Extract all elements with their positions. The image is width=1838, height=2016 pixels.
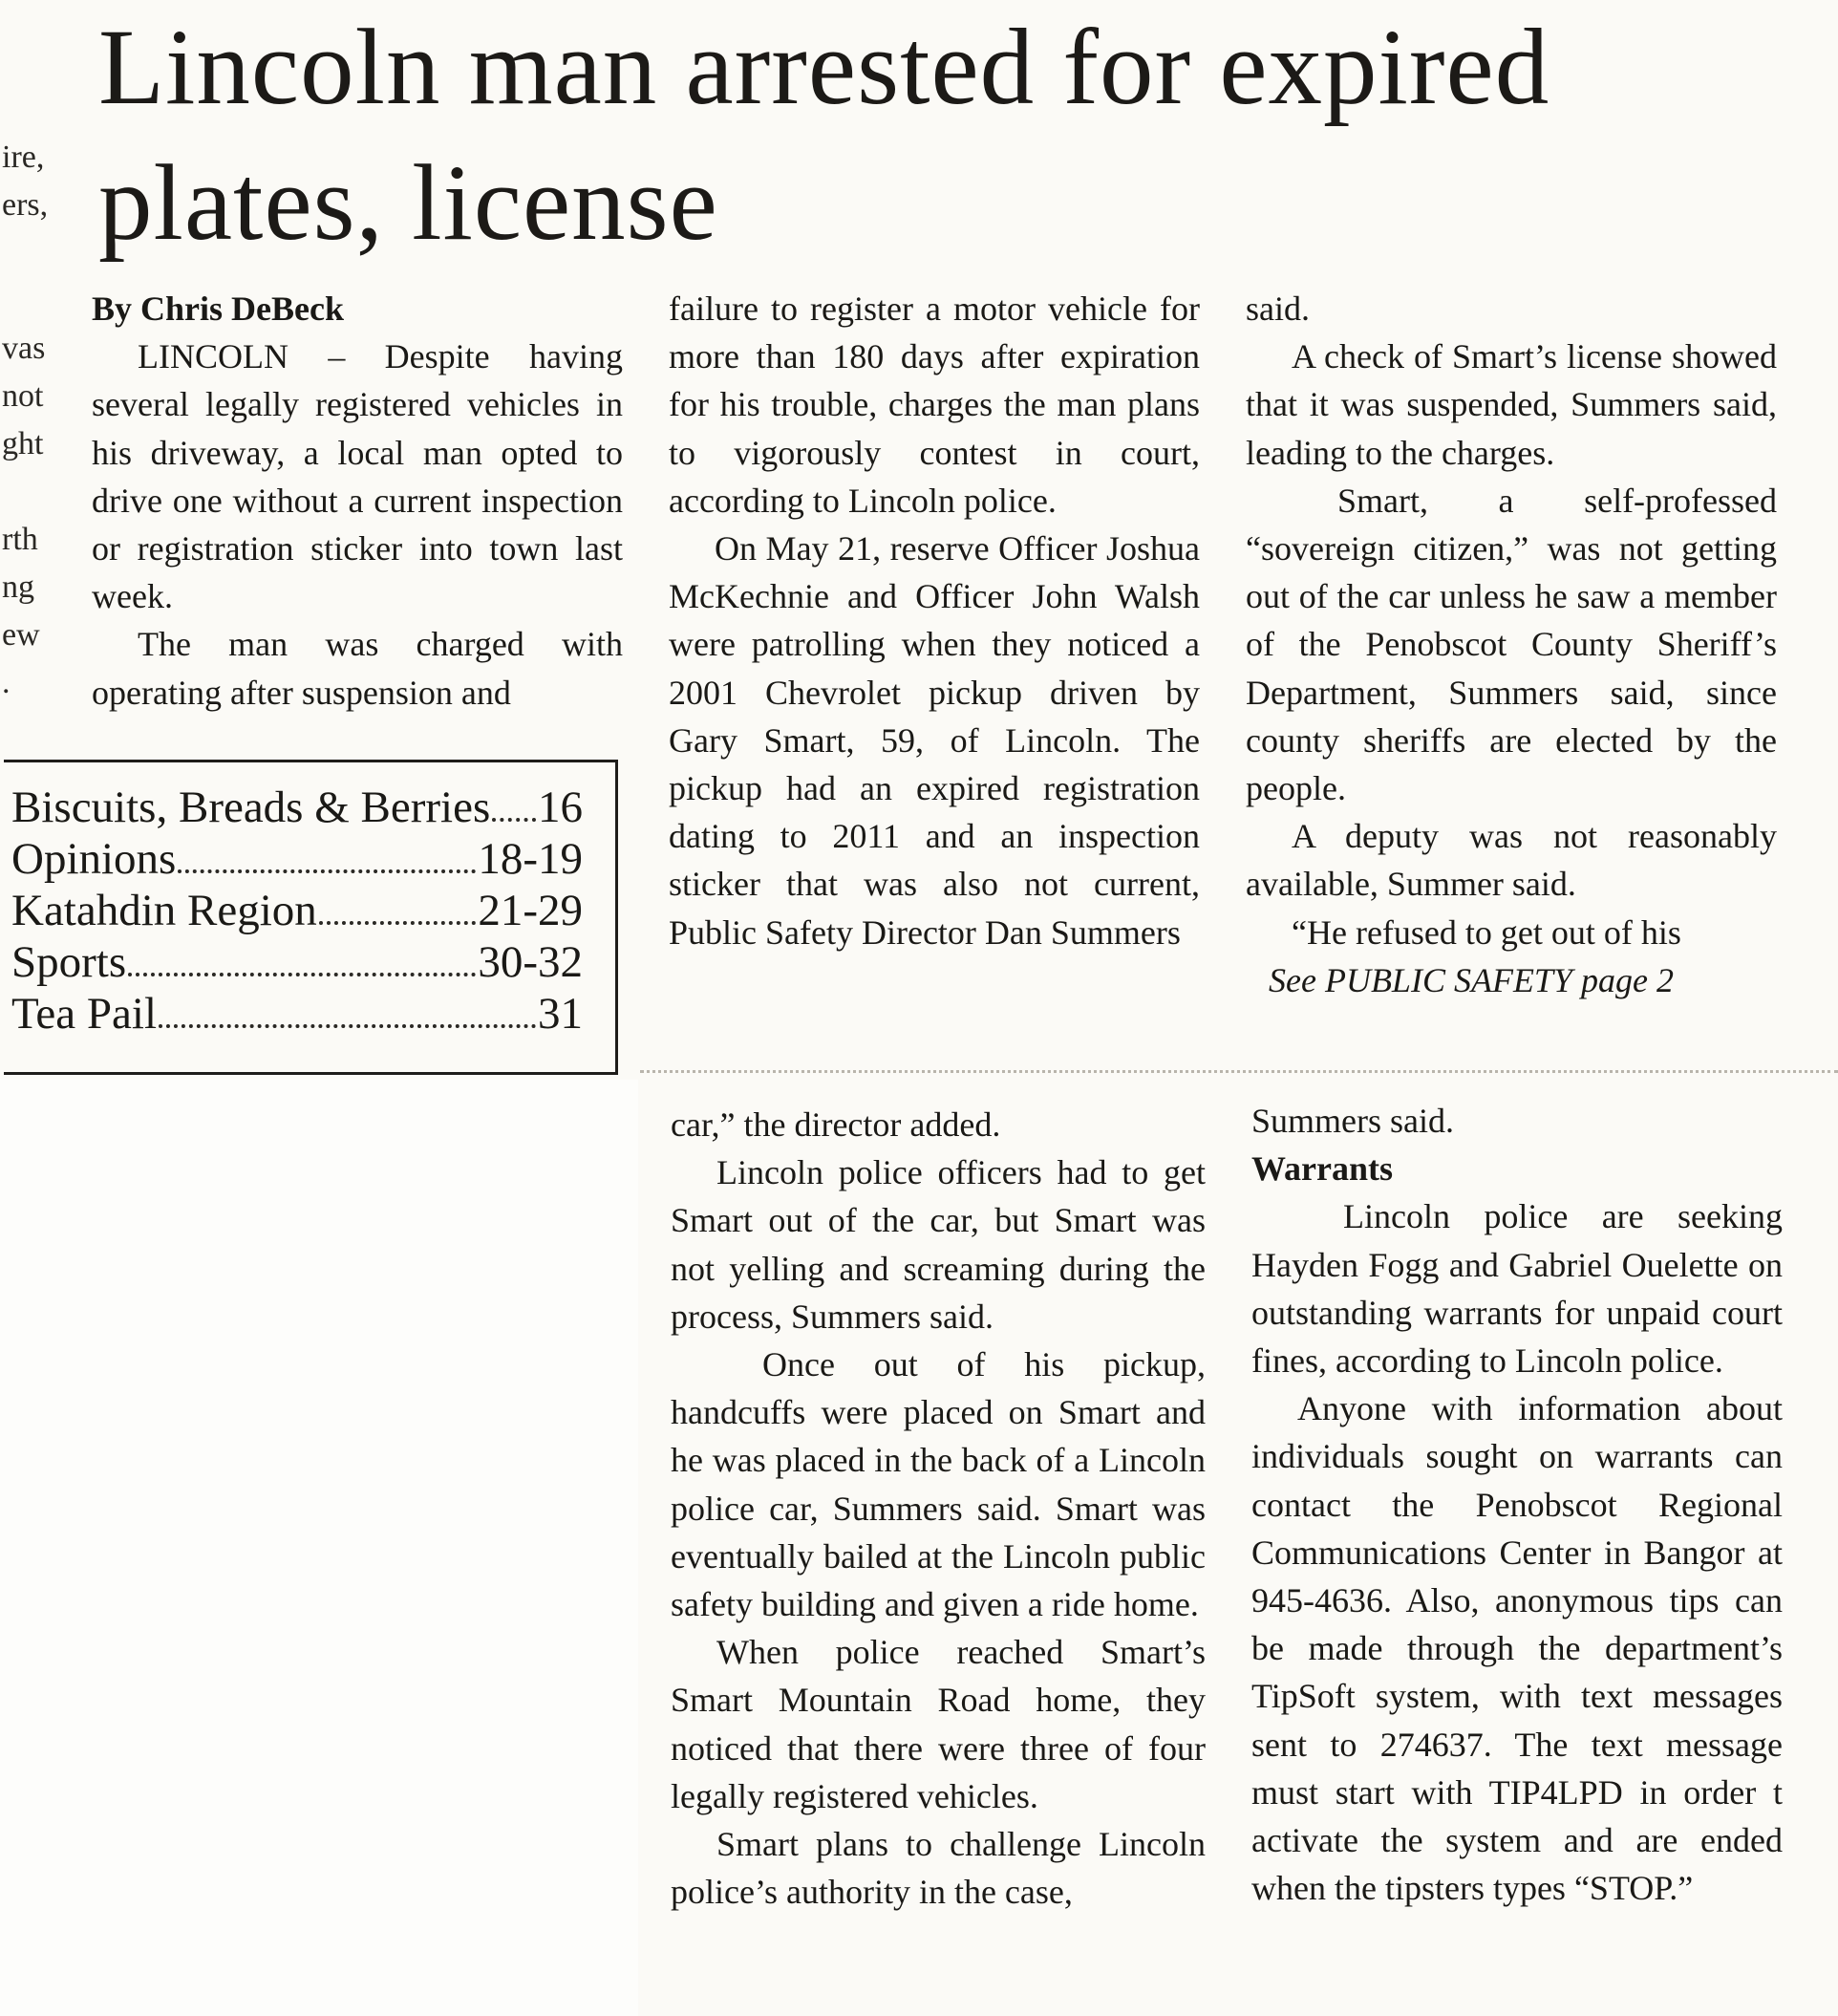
blank-area [0,1080,638,2016]
paragraph: On May 21, reserve Officer Joshua McKechnie and Officer John Walsh were patrolling when they noticed a 2001 Chevrolet pickup driven by Gary Smart, 59, of Lincoln. The pickup had an expired registration dating to 2011 and an inspection sticker that was also not current, Public Safety Director Dan Summers [669,529,1200,952]
index-row [11,936,583,988]
paragraph: “He refused to get out of his [1292,912,1681,952]
article-column-3 [1246,285,1777,1004]
index-row [11,833,583,885]
fragment: rth [2,522,38,557]
paragraph: Lincoln police are seeking Hayden Fogg and Gabriel Ouelette on outstanding warrants for unpaid court fines, according to Lincoln police. [1251,1197,1783,1381]
headline-line-1: Lincoln man arrested for expired [98,8,1550,127]
dot-leader [159,1017,536,1028]
subhead-warrants: Warrants [1251,1149,1393,1189]
paragraph: When police reached Smart’s Smart Mountain Road home, they noticed that there were three of four legally registered vehicles. [671,1633,1206,1815]
fragment: not [2,378,44,414]
index-page-number: 31 [538,989,583,1039]
fold-divider [640,1070,1838,1073]
paragraph: car,” the director added. [671,1105,1001,1144]
fragment: ght [2,426,44,461]
dot-leader [128,965,476,976]
index-page-number: 21-29 [478,886,583,935]
fragment: ers, [2,187,49,223]
article-column-2 [669,285,1200,956]
paragraph: A check of Smart’s license showed that it was suspended, Summers said, leading to the charges. [1246,337,1777,472]
fragment [2,468,59,516]
paragraph: Anyone with information about individuals sought on warrants can contact the Penobscot Regional Communications Center in Bangor at 945-4636. Also, anonymous tips can be made through the department’s TipSoft system, with text messages sent to 274637. The text message must start with TIP4LPD in order t activate the system and are ended when the tipsters types “STOP.” [1251,1389,1783,1908]
fragment [2,229,59,277]
index-row [11,782,583,833]
fragment: vas [2,331,46,366]
paragraph: Lincoln police officers had to get Smart out of the car, but Smart was not yelling and screaming during the process, Summers said. [671,1153,1206,1336]
index-row [11,988,583,1040]
article-column-4 [671,1101,1206,1916]
index-page-number: 30-32 [478,937,583,987]
paragraph: LINCOLN – Despite having several legally registered vehicles in his driveway, a local man opted to drive one without a current inspection or registration sticker into town last week. [92,337,623,616]
paragraph: failure to register a motor vehicle for more than 180 days after expiration for his trouble, charges the man plans to vigorously contest in court, according to Lincoln police. [669,290,1200,520]
index-section-name: Sports [11,937,127,987]
fragment: ng [2,569,34,605]
paragraph: A deputy was not reasonably available, Summer said. [1246,817,1777,904]
index-row [11,885,583,936]
index-section-name: Katahdin Region [11,886,317,935]
paragraph: Smart plans to challenge Lincoln police’s authority in the case, [671,1825,1206,1912]
headline-line-2: plates, license [98,143,718,263]
paragraph: The man was charged with operating after suspension and [92,625,623,712]
paragraph: Once out of his pickup, handcuffs were placed on Smart and he was placed in the back of a Lincoln police car, Summers said. Smart was eventually bailed at the Lincoln public safety building and given a ride home. [671,1345,1206,1624]
paragraph: said. [1246,290,1310,328]
index-section-name: Opinions [11,834,177,884]
fragment [2,277,59,325]
dot-leader [492,810,536,822]
dot-leader [319,913,477,925]
index-section-name: Tea Pail [11,989,158,1039]
index-page-number: 16 [538,783,583,832]
article-column-1 [92,285,623,717]
jump-line: See PUBLIC SAFETY page 2 [1269,960,1674,999]
article-column-5 [1251,1097,1783,1912]
paragraph: Smart, a self-professed “sovereign citizen,” was not getting out of the car unless he saw a member of the Penobscot County Sheriff’s Department, Summers said, since county sheriffs are elected by the people. [1246,481,1777,808]
fragment: . [2,665,11,700]
byline: By Chris DeBeck [92,290,344,328]
section-index-box [4,760,618,1075]
headline [98,0,1799,271]
index-page-number: 18-19 [478,834,583,884]
index-section-name: Biscuits, Breads & Berries [11,783,491,832]
fragment: ew [2,617,40,653]
fragment: ire, [2,139,45,175]
adjacent-column-fragments [2,134,59,707]
dot-leader [178,862,476,873]
paragraph: Summers said. [1251,1102,1454,1140]
